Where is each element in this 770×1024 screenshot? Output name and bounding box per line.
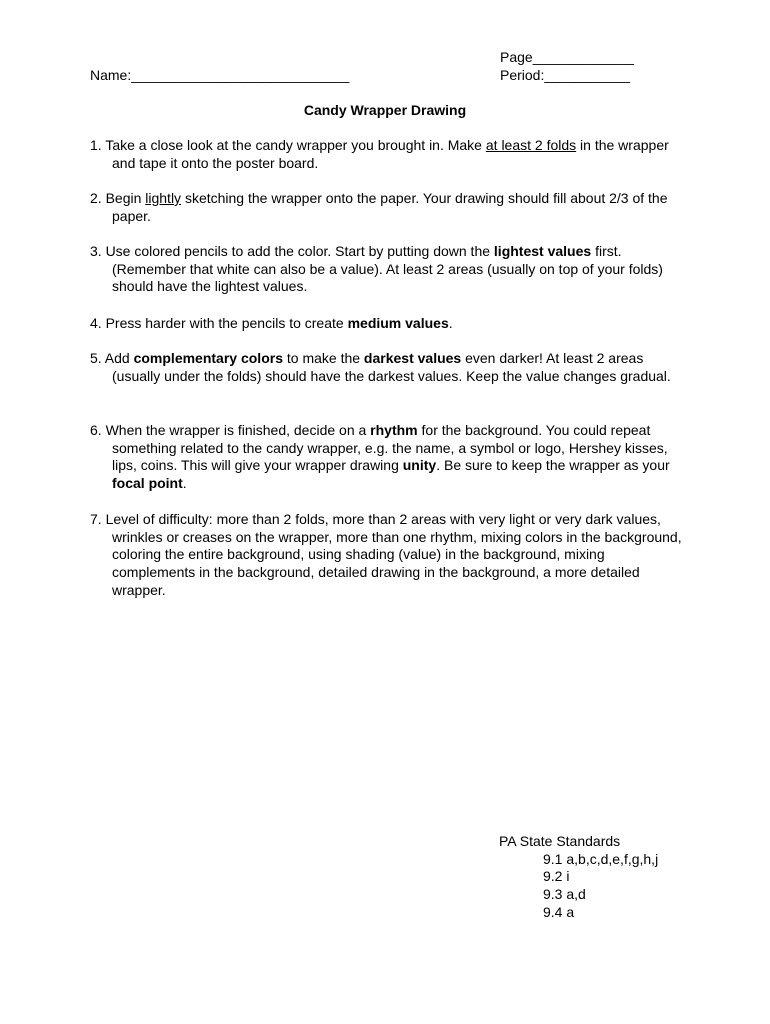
standards-item: 9.2 i: [543, 868, 570, 885]
standards-item: 9.1 a,b,c,d,e,f,g,h,j: [543, 850, 659, 867]
step-text: .: [448, 315, 453, 331]
step-text: 4. Press harder with the pencils to create: [90, 315, 348, 331]
instruction-step-7: [90, 511, 690, 600]
step-text: even darker! At least 2 areas (usually under the folds) should have the darkest values. Keep the value changes gradual.: [112, 350, 671, 384]
standards-heading: PA State Standards: [499, 833, 621, 849]
step-text: sketching the wrapper onto the paper. Your drawing should fill about 2/3 of the paper.: [112, 190, 668, 224]
instruction-step-5: [90, 350, 690, 385]
step-text: 7. Level of difficulty: more than 2 folds, more than 2 areas with very light or very dark values, wrinkles or creases on the wrapper, more than one rhythm, mixing colors in the background, coloring the entire background, using shading (value) in the background, mixing complements in the background, detailed drawing in the background, a more detailed wrapper.: [90, 511, 682, 598]
state-standards-block: [499, 833, 658, 922]
step-text: . Be sure to keep the wrapper as your: [436, 457, 670, 474]
step-text: 3. Use colored pencils to add the color. Start by putting down the: [90, 243, 494, 259]
step-text: first. (Remember that white can also be a value). At least 2 areas (usually on top of your folds) should have the lightest values.: [112, 243, 663, 295]
step-emphasis-underline: lightly: [145, 190, 182, 206]
step-text: 1. Take a close look at the candy wrapper you brought in. Make: [90, 137, 486, 153]
page-number-field: Page_____________: [500, 49, 634, 65]
instruction-step-3: [90, 243, 690, 296]
step-emphasis-bold: unity: [402, 457, 437, 474]
step-emphasis-bold: lightest values: [493, 243, 592, 259]
step-text: for the background. You could repeat something related to the candy wrapper, e.g. the name, a symbol or logo, Hershey kisses, lips, coins. This will give your wrapper drawing: [112, 422, 668, 474]
step-text: to make the: [282, 350, 364, 366]
instruction-step-2: [90, 190, 690, 225]
step-emphasis-bold: rhythm: [370, 422, 418, 438]
step-emphasis-bold: darkest values: [363, 350, 462, 366]
step-text: in the wrapper and tape it onto the poster board.: [112, 137, 669, 171]
instruction-step-4: [90, 315, 453, 333]
standards-item: 9.3 a,d: [543, 886, 586, 903]
step-text: 5. Add: [90, 350, 134, 366]
step-text: 2. Begin: [90, 190, 146, 206]
step-emphasis-bold: medium values: [347, 315, 449, 331]
step-emphasis-underline: at least 2 folds: [485, 137, 577, 153]
standards-item: 9.4 a: [543, 903, 575, 920]
instruction-step-6: [90, 422, 690, 493]
period-field: Period:___________: [500, 67, 631, 83]
step-emphasis-bold: focal point: [112, 475, 183, 492]
name-field: Name:____________________________: [90, 67, 350, 83]
step-text: 6. When the wrapper is finished, decide on a: [90, 422, 371, 438]
step-emphasis-bold: complementary colors: [133, 350, 283, 366]
step-text: .: [182, 475, 187, 492]
document-title: Candy Wrapper Drawing: [303, 102, 467, 118]
instruction-step-1: [90, 137, 690, 172]
